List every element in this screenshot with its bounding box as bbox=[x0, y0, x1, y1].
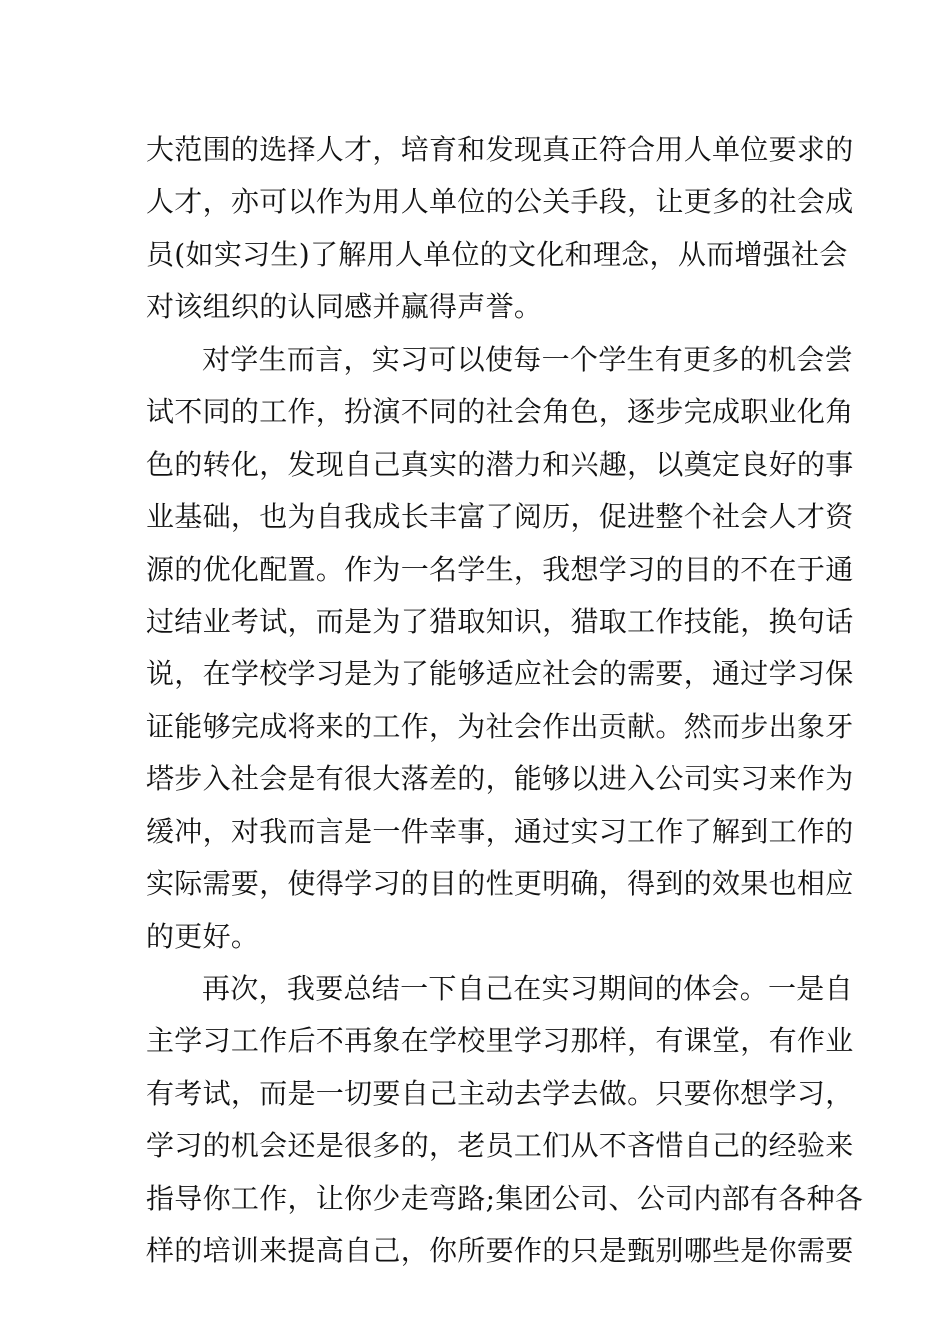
text-line: 缓冲，对我而言是一件幸事，通过实习工作了解到工作的 bbox=[146, 814, 854, 848]
paragraph-first-line: 对学生而言，实习可以使每一个学生有更多的机会尝 bbox=[202, 342, 853, 376]
text-line: 证能够完成将来的工作，为社会作出贡献。然而步出象牙 bbox=[146, 709, 854, 743]
paragraph-first-line: 再次，我要总结一下自己在实习期间的体会。一是自 bbox=[202, 972, 853, 1005]
text-line: 塔步入社会是有很大落差的，能够以进入公司实习来作为 bbox=[146, 762, 854, 796]
text-line: 过结业考试，而是为了猎取知识，猎取工作技能，换句话 bbox=[146, 604, 854, 638]
text-line: 人才，亦可以作为用人单位的公关手段，让更多的社会成 bbox=[146, 185, 854, 219]
text-line: 有考试，而是一切要自己主动去学去做。只要你想学习， bbox=[146, 1076, 854, 1110]
text-line: 样的培训来提高自己，你所要作的只是甄别哪些是你需要 bbox=[146, 1234, 854, 1268]
text-line: 说，在学校学习是为了能够适应社会的需要，通过学习保 bbox=[146, 657, 854, 691]
text-line: 对该组织的认同感并赢得声誉。 bbox=[146, 290, 543, 324]
text-line: 源的优化配置。作为一名学生，我想学习的目的不在于通 bbox=[146, 552, 854, 586]
text-line: 色的转化，发现自己真实的潜力和兴趣，以奠定良好的事 bbox=[146, 447, 854, 481]
text-line: 指导你工作，让你少走弯路;集团公司、公司内部有各种各 bbox=[146, 1181, 864, 1215]
text-line: 员(如实习生)了解用人单位的文化和理念，从而增强社会 bbox=[146, 237, 848, 271]
text-line: 业基础，也为自我成长丰富了阅历，促进整个社会人才资 bbox=[146, 500, 854, 534]
text-line: 大范围的选择人才，培育和发现真正符合用人单位要求的 bbox=[146, 133, 854, 166]
body-text bbox=[146, 124, 864, 1278]
text-line: 主学习工作后不再象在学校里学习那样，有课堂，有作业 bbox=[146, 1024, 854, 1058]
text-line: 试不同的工作，扮演不同的社会角色，逐步完成职业化角 bbox=[146, 395, 854, 429]
text-line: 的更好。 bbox=[146, 919, 260, 953]
text-line: 实际需要，使得学习的目的性更明确，得到的效果也相应 bbox=[146, 867, 854, 901]
text-line: 学习的机会还是很多的，老员工们从不吝惜自己的经验来 bbox=[146, 1129, 854, 1163]
